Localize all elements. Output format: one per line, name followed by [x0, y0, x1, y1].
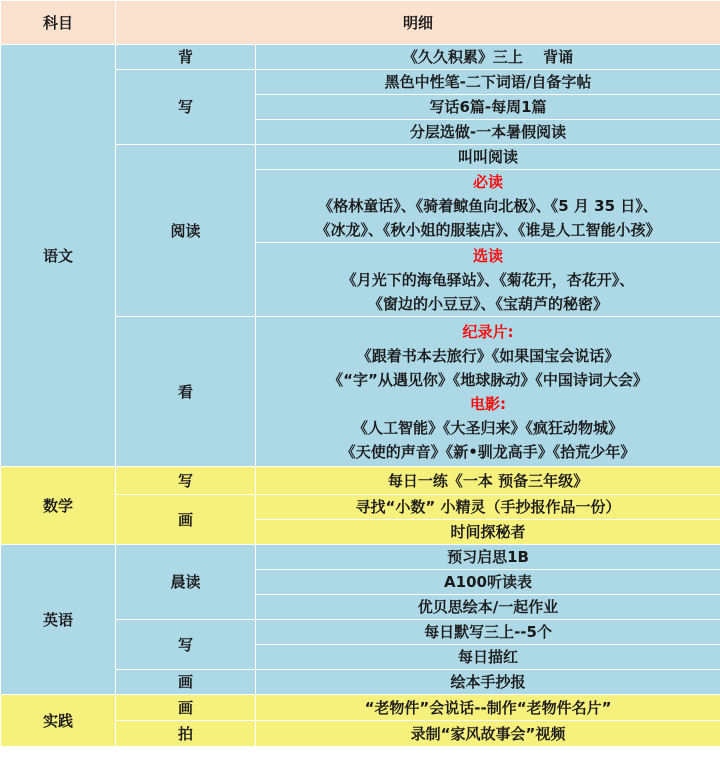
detail-cell: 时间探秘者	[256, 520, 720, 545]
category-hua: 画	[116, 695, 256, 721]
category-xie: 写	[116, 467, 256, 495]
book-line: 《格林童话》、《骑着鲸鱼向北极》、《5 月 35 日》、	[318, 197, 658, 215]
watch-list	[256, 317, 720, 467]
detail-cell: 绘本手抄报	[256, 670, 720, 695]
detail-cell: 分层选做-一本暑假阅读	[256, 120, 720, 145]
category-xie: 写	[116, 620, 256, 670]
detail-cell: 优贝思绘本/一起作业	[256, 595, 720, 620]
detail-cell: “老物件”会说话--制作“老物件名片”	[256, 695, 720, 721]
documentary-line: 《“字”从遇见你》《地球脉动》《中国诗词大会》	[328, 370, 648, 389]
required-title: 必读	[473, 173, 504, 191]
category-yuedu: 阅读	[116, 145, 256, 317]
movie-line: 《人工智能》《大圣归来》《疯狂动物城》	[353, 418, 624, 437]
category-xie: 写	[116, 70, 256, 145]
header-subject: 科目	[1, 1, 116, 45]
category-hua: 画	[116, 670, 256, 695]
book-line: 《冰龙》、《秋小姐的服装店》、《谁是人工智能小孩》	[315, 221, 661, 239]
detail-cell: 每日默写三上--5个	[256, 620, 720, 645]
book-line: 《窗边的小豆豆》、《宝葫芦的秘密》	[368, 294, 609, 313]
category-hua: 画	[116, 495, 256, 545]
optional-reading	[256, 243, 720, 317]
movie-line: 《天使的声音》《新•驯龙高手》《拾荒少年》	[340, 442, 636, 461]
documentary-title: 纪录片:	[462, 322, 514, 341]
subject-chinese: 语文	[1, 45, 116, 467]
detail-cell: 《久久积累》三上 背诵	[256, 45, 720, 70]
category-bei: 背	[116, 45, 256, 70]
detail-cell: 黑色中性笔-二下词语/自备字帖	[256, 70, 720, 95]
required-reading	[256, 170, 720, 243]
detail-cell: 录制“家风故事会”视频	[256, 721, 720, 747]
book-line: 《月光下的海龟驿站》、《菊花开，杏花开》、	[341, 270, 635, 289]
subject-english: 英语	[1, 545, 116, 695]
detail-cell: 预习启思1B	[256, 545, 720, 570]
category-kan: 看	[116, 317, 256, 467]
optional-title: 选读	[473, 246, 504, 265]
category-pai: 拍	[116, 721, 256, 747]
category-chendu: 晨读	[116, 545, 256, 620]
subject-practice: 实践	[1, 695, 116, 747]
documentary-line: 《跟着书本去旅行》《如果国宝会说话》	[356, 346, 620, 365]
movie-title: 电影:	[470, 394, 506, 413]
detail-cell: 每日一练《一本 预备三年级》	[256, 467, 720, 495]
detail-cell: 每日描红	[256, 645, 720, 670]
detail-cell: A100听读表	[256, 570, 720, 595]
header-detail: 明细	[116, 1, 720, 45]
subject-math: 数学	[1, 467, 116, 545]
detail-cell: 叫叫阅读	[256, 145, 720, 170]
detail-cell: 写话6篇-每周1篇	[256, 95, 720, 120]
detail-cell: 寻找“小数” 小精灵（手抄报作品一份）	[256, 495, 720, 520]
